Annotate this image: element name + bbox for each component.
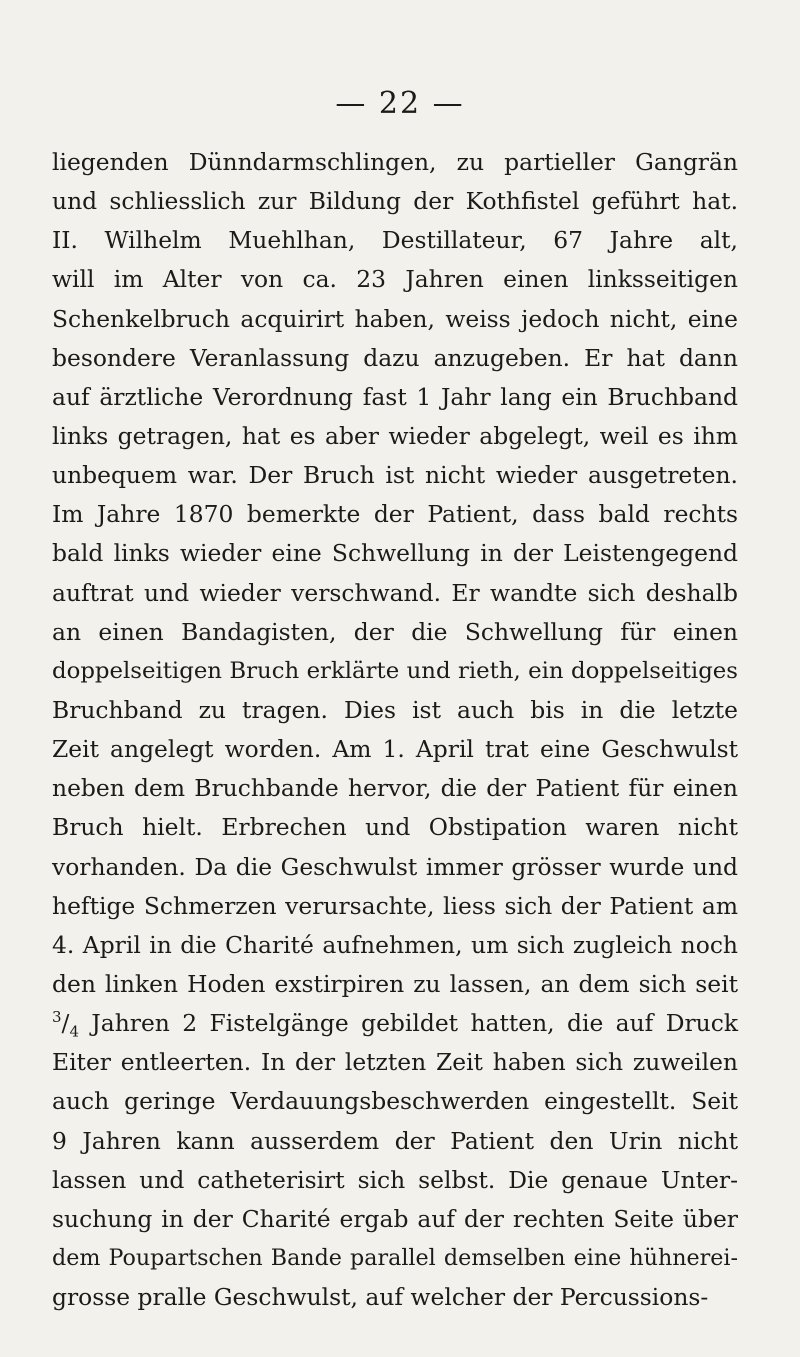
text-line: will im Alter von ca. 23 Jahren einen linksseitigen (52, 265, 738, 294)
text-line: doppelseitigen Bruch erklärte und rieth, ein doppelseitiges (52, 657, 738, 684)
text-line: unbequem war. Der Bruch ist nicht wieder ausgetreten. (52, 461, 738, 490)
text-line: den linken Hoden exstirpiren zu lassen, an dem sich seit (52, 969, 738, 998)
text-line: bald links wieder eine Schwellung in der Leistengegend (52, 539, 738, 568)
text-line: Zeit angelegt worden. Am 1. April trat eine Geschwulst (52, 735, 738, 764)
body-text (52, 143, 738, 1317)
text-line: Im Jahre 1870 bemerkte der Patient, dass bald rechts (52, 500, 738, 529)
text-line: grosse pralle Geschwulst, auf welcher der Percussions- (52, 1283, 709, 1312)
page-number: — 22 — (335, 86, 465, 121)
text-line: neben dem Bruchbande hervor, die der Patient für einen (52, 774, 738, 803)
text-line: vorhanden. Da die Geschwulst immer grösser wurde und (52, 852, 738, 881)
text-line: besondere Veranlassung dazu anzugeben. Er hat dann (52, 343, 738, 372)
text-line-with-fraction: $^3/_4$ Jahren 2 Fistelgänge gebildet hatten, die auf Druck (52, 1008, 738, 1041)
text-line: heftige Schmerzen verursachte, liess sich der Patient am (52, 891, 738, 920)
text-line: an einen Bandagisten, der die Schwellung für einen (52, 617, 738, 646)
text-line: Bruch hielt. Erbrechen und Obstipation waren nicht (52, 813, 738, 842)
text-line: lassen und catheterisirt sich selbst. Die genaue Unter- (52, 1165, 738, 1194)
fraction-denominator: 4 (69, 1022, 79, 1041)
text-line: Schenkelbruch acquirirt haben, weiss jedoch nicht, eine (52, 304, 738, 333)
text-line: Eiter entleerten. In der letzten Zeit haben sich zuweilen (52, 1048, 738, 1077)
text-line: auch geringe Verdauungsbeschwerden eingestellt. Seit (52, 1087, 738, 1116)
text-line: 4. April in die Charité aufnehmen, um sich zugleich noch (52, 930, 738, 959)
text-line-content: Jahren 2 Fistelgänge gebildet hatten, die auf Druck (91, 1009, 738, 1038)
text-line: und schliesslich zur Bildung der Kothfistel geführt hat. (52, 187, 738, 216)
text-line: II. Wilhelm Muehlhan, Destillateur, 67 Jahre alt, (52, 226, 738, 255)
text-line: Bruchband zu tragen. Dies ist auch bis in die letzte (52, 695, 738, 724)
text-line: 9 Jahren kann ausserdem der Patient den Urin nicht (52, 1126, 738, 1155)
text-line: suchung in der Charité ergab auf der rechten Seite über (52, 1204, 738, 1233)
fraction-numerator: 3 (52, 1008, 62, 1027)
text-line: auftrat und wieder verschwand. Er wandte sich deshalb (52, 578, 738, 607)
text-line: dem Poupartschen Bande parallel demselben eine hühnerei- (52, 1244, 738, 1271)
text-line: links getragen, hat es aber wieder abgelegt, weil es ihm (52, 421, 738, 450)
text-line: liegenden Dünndarmschlingen, zu partieller Gangrän (52, 148, 738, 176)
text-line: auf ärztliche Verordnung fast 1 Jahr lang ein Bruchband (52, 382, 738, 411)
